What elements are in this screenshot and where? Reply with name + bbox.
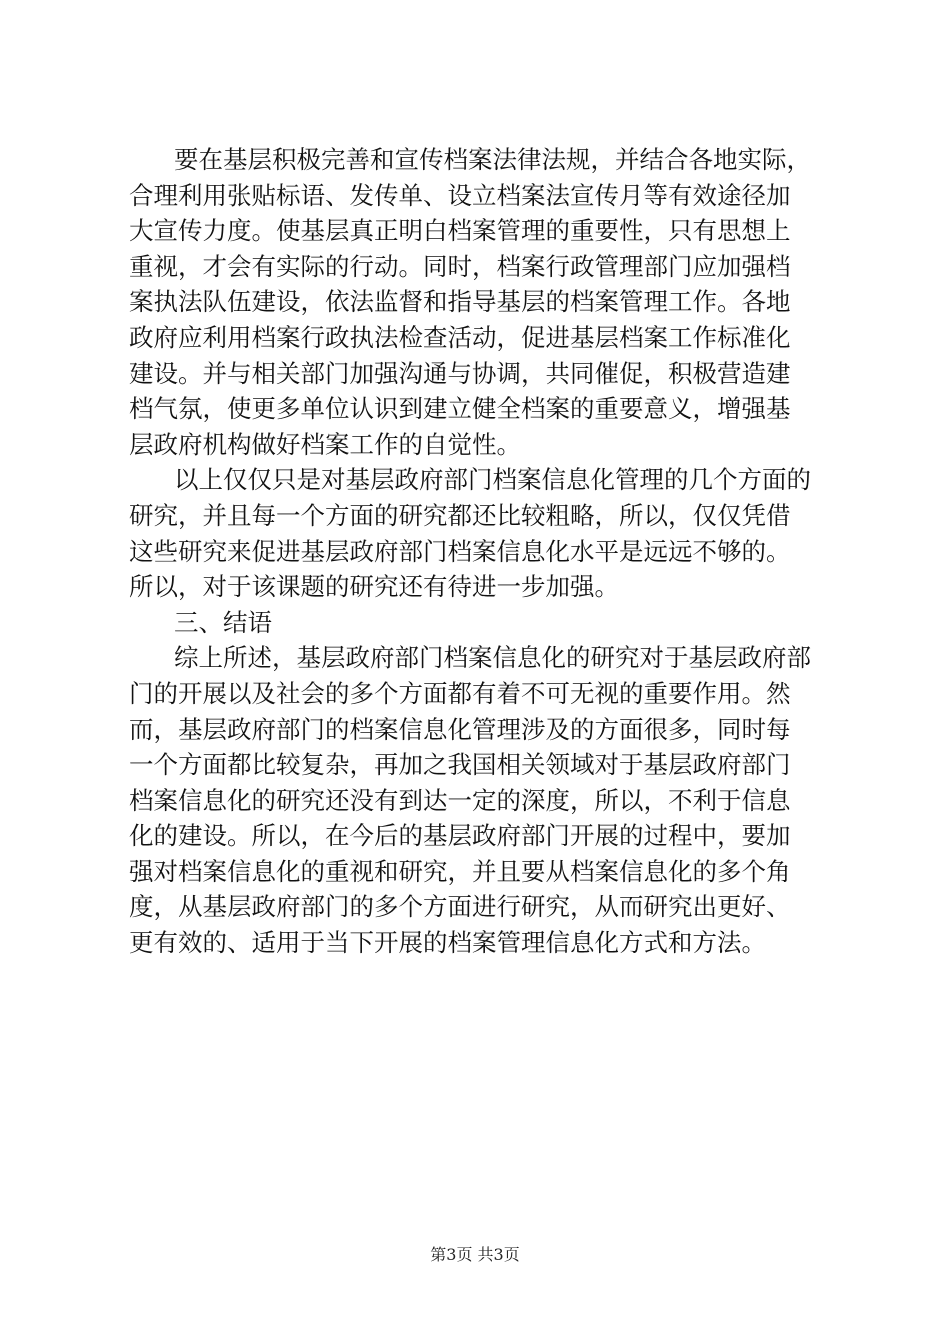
text-line: 档案信息化的研究还没有到达一定的深度，所以，不利于信息 bbox=[129, 785, 791, 815]
page-number: 第3页 共3页 bbox=[430, 1245, 520, 1264]
text-line: 化的建设。所以，在今后的基层政府部门开展的过程中，要加 bbox=[129, 821, 791, 851]
paragraph-conclusion bbox=[129, 640, 839, 960]
text-line: 一个方面都比较复杂，再加之我国相关领域对于基层政府部门 bbox=[129, 750, 791, 780]
paragraph-promotion bbox=[129, 142, 839, 462]
document-body bbox=[129, 142, 839, 961]
text-line: 要在基层积极完善和宣传档案法律法规，并结合各地实际， bbox=[174, 145, 811, 174]
section-heading-conclusion bbox=[129, 605, 839, 641]
page-footer bbox=[0, 1245, 950, 1265]
text-line: 而，基层政府部门的档案信息化管理涉及的方面很多，同时每 bbox=[129, 714, 791, 744]
text-line: 度，从基层政府部门的多个方面进行研究，从而研究出更好、 bbox=[129, 892, 791, 922]
text-line: 政府应利用档案行政执法检查活动，促进基层档案工作标准化 bbox=[129, 322, 791, 352]
text-line: 强对档案信息化的重视和研究，并且要从档案信息化的多个角 bbox=[129, 856, 791, 886]
section-heading: 三、结语 bbox=[174, 607, 272, 637]
text-line: 合理利用张贴标语、发传单、设立档案法宣传月等有效途径加 bbox=[129, 180, 791, 210]
text-line: 层政府机构做好档案工作的自觉性。 bbox=[129, 429, 521, 459]
text-line: 建设。并与相关部门加强沟通与协调，共同催促，积极营造建 bbox=[129, 358, 791, 388]
text-line: 大宣传力度。使基层真正明白档案管理的重要性，只有思想上 bbox=[129, 216, 791, 246]
text-line: 门的开展以及社会的多个方面都有着不可无视的重要作用。然 bbox=[129, 678, 791, 708]
paragraph-limitations bbox=[129, 462, 839, 604]
text-line: 研究，并且每一个方面的研究都还比较粗略，所以，仅仅凭借 bbox=[129, 500, 791, 530]
text-line: 以上仅仅只是对基层政府部门档案信息化管理的几个方面的 bbox=[174, 465, 811, 495]
text-line: 所以，对于该课题的研究还有待进一步加强。 bbox=[129, 572, 619, 602]
text-line: 重视，才会有实际的行动。同时，档案行政管理部门应加强档 bbox=[129, 251, 791, 281]
text-line: 综上所述，基层政府部门档案信息化的研究对于基层政府部 bbox=[174, 643, 811, 673]
text-line: 案执法队伍建设，依法监督和指导基层的档案管理工作。各地 bbox=[129, 287, 791, 317]
text-line: 档气氛，使更多单位认识到建立健全档案的重要意义，增强基 bbox=[129, 394, 791, 424]
text-line: 更有效的、适用于当下开展的档案管理信息化方式和方法。 bbox=[129, 928, 766, 958]
text-line: 这些研究来促进基层政府部门档案信息化水平是远远不够的。 bbox=[129, 536, 791, 566]
